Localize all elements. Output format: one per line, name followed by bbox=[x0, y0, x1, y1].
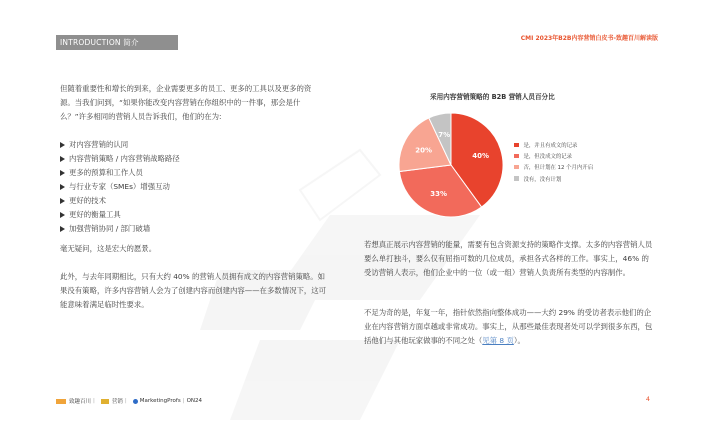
divider: | bbox=[182, 398, 185, 404]
triangle-bullet-icon bbox=[60, 198, 65, 204]
legend-swatch bbox=[514, 154, 519, 159]
triangle-bullet-icon bbox=[60, 212, 65, 218]
strategy-paragraph: 若想真正展示内容营销的能量，需要有包含资源支持的策略作支撑。太多的内容营销人员要么单打独斗，要么仅有屈指可数的几位成员，承担各式各样的工作。事实上，46% 的受访营销人表示，他们企业中的一位（或一组）营销人负责所有类型的内容制作。 bbox=[364, 240, 653, 277]
legend-swatch bbox=[514, 176, 519, 181]
legend-item: 是，并且有成文的记录 bbox=[514, 141, 593, 152]
brand-name: MarketingProfs bbox=[139, 398, 181, 404]
triangle-bullet-icon bbox=[60, 142, 65, 148]
marketingprofs-logo-icon bbox=[133, 399, 138, 404]
bullet-list bbox=[60, 138, 180, 236]
brand-logo-icon bbox=[56, 399, 66, 404]
document-header-title: CMI 2023年B2B内容营销白皮书-致趣百川解读版 bbox=[520, 35, 658, 42]
pie-slice-label: 7% bbox=[438, 131, 451, 140]
brand-logo-icon bbox=[101, 399, 109, 404]
divider: | bbox=[93, 398, 95, 404]
legend-item: 没有，没有计划 bbox=[514, 175, 593, 186]
page-number: 4 bbox=[645, 395, 650, 403]
page-8-link[interactable]: 见第 8 页 bbox=[482, 336, 514, 345]
pie-slice-label: 33% bbox=[430, 190, 447, 199]
bullet-item: 更好的衡量工具 bbox=[60, 208, 180, 222]
brand-name: 营销 bbox=[111, 399, 123, 405]
legend-item: 否，但计划在 12 个月内开启 bbox=[514, 163, 593, 174]
legend-swatch bbox=[514, 143, 519, 148]
success-paragraph: 不足为奇的是，年复一年，指针依然指向整体成功——大约 29% 的受访者表示他们的企业在内容营销方面卓越或非常成功。事实上，从那些最佳表现者处可以学到很多东西，包括他们与其他玩家做事的不同之处（见第 8 页）。 bbox=[364, 308, 653, 345]
footer-logos bbox=[56, 397, 202, 405]
pie-slice-label: 40% bbox=[472, 151, 490, 160]
section-tag: INTRODUCTION 简介 bbox=[56, 35, 178, 50]
brand-name: 致趣百川 bbox=[69, 399, 92, 405]
legend-item: 是，但没成文的记录 bbox=[514, 152, 593, 163]
triangle-bullet-icon bbox=[60, 156, 65, 162]
bullet-item: 更好的技术 bbox=[60, 194, 180, 208]
triangle-bullet-icon bbox=[60, 170, 65, 176]
legend-swatch bbox=[514, 165, 519, 170]
triangle-bullet-icon bbox=[60, 226, 65, 232]
compare-paragraph: 此外，与去年同期相比，只有大约 40% 的营销人员拥有成文的内容营销策略。如果没有策略，许多内容营销人会为了创建内容而创建内容——在多数情况下，这可能意味着满足临时性要求。 bbox=[60, 272, 327, 309]
bullet-item: 与行业专家（SMEs）增强互动 bbox=[60, 180, 180, 194]
intro-paragraph: 但随着重要性和增长的到来，企业需要更多的员工、更多的工具以及更多的资源。当我们问到，“如果你能改变内容营销在你组织中的一件事，那会是什么？”许多相同的营销人员告诉我们，他们的在为: bbox=[60, 84, 312, 121]
bullet-item: 对内容营销的认同 bbox=[60, 138, 180, 152]
brand-name: ON24 bbox=[186, 398, 203, 404]
triangle-bullet-icon bbox=[60, 184, 65, 190]
chart-legend bbox=[514, 141, 593, 186]
divider: | bbox=[124, 398, 127, 404]
bullet-item: 加强营销协同 / 部门破墙 bbox=[60, 222, 180, 236]
bullet-item: 内容营销策略 / 内容营销战略路径 bbox=[60, 152, 180, 166]
closing-line: 毫无疑问，这是宏大的愿景。 bbox=[60, 244, 157, 253]
pie-slice-label: 20% bbox=[415, 146, 433, 155]
bullet-item: 更多的预算和工作人员 bbox=[60, 166, 180, 180]
pie-chart bbox=[396, 110, 506, 220]
chart-title: 采用内容营销策略的 B2B 营销人员百分比 bbox=[430, 93, 555, 101]
